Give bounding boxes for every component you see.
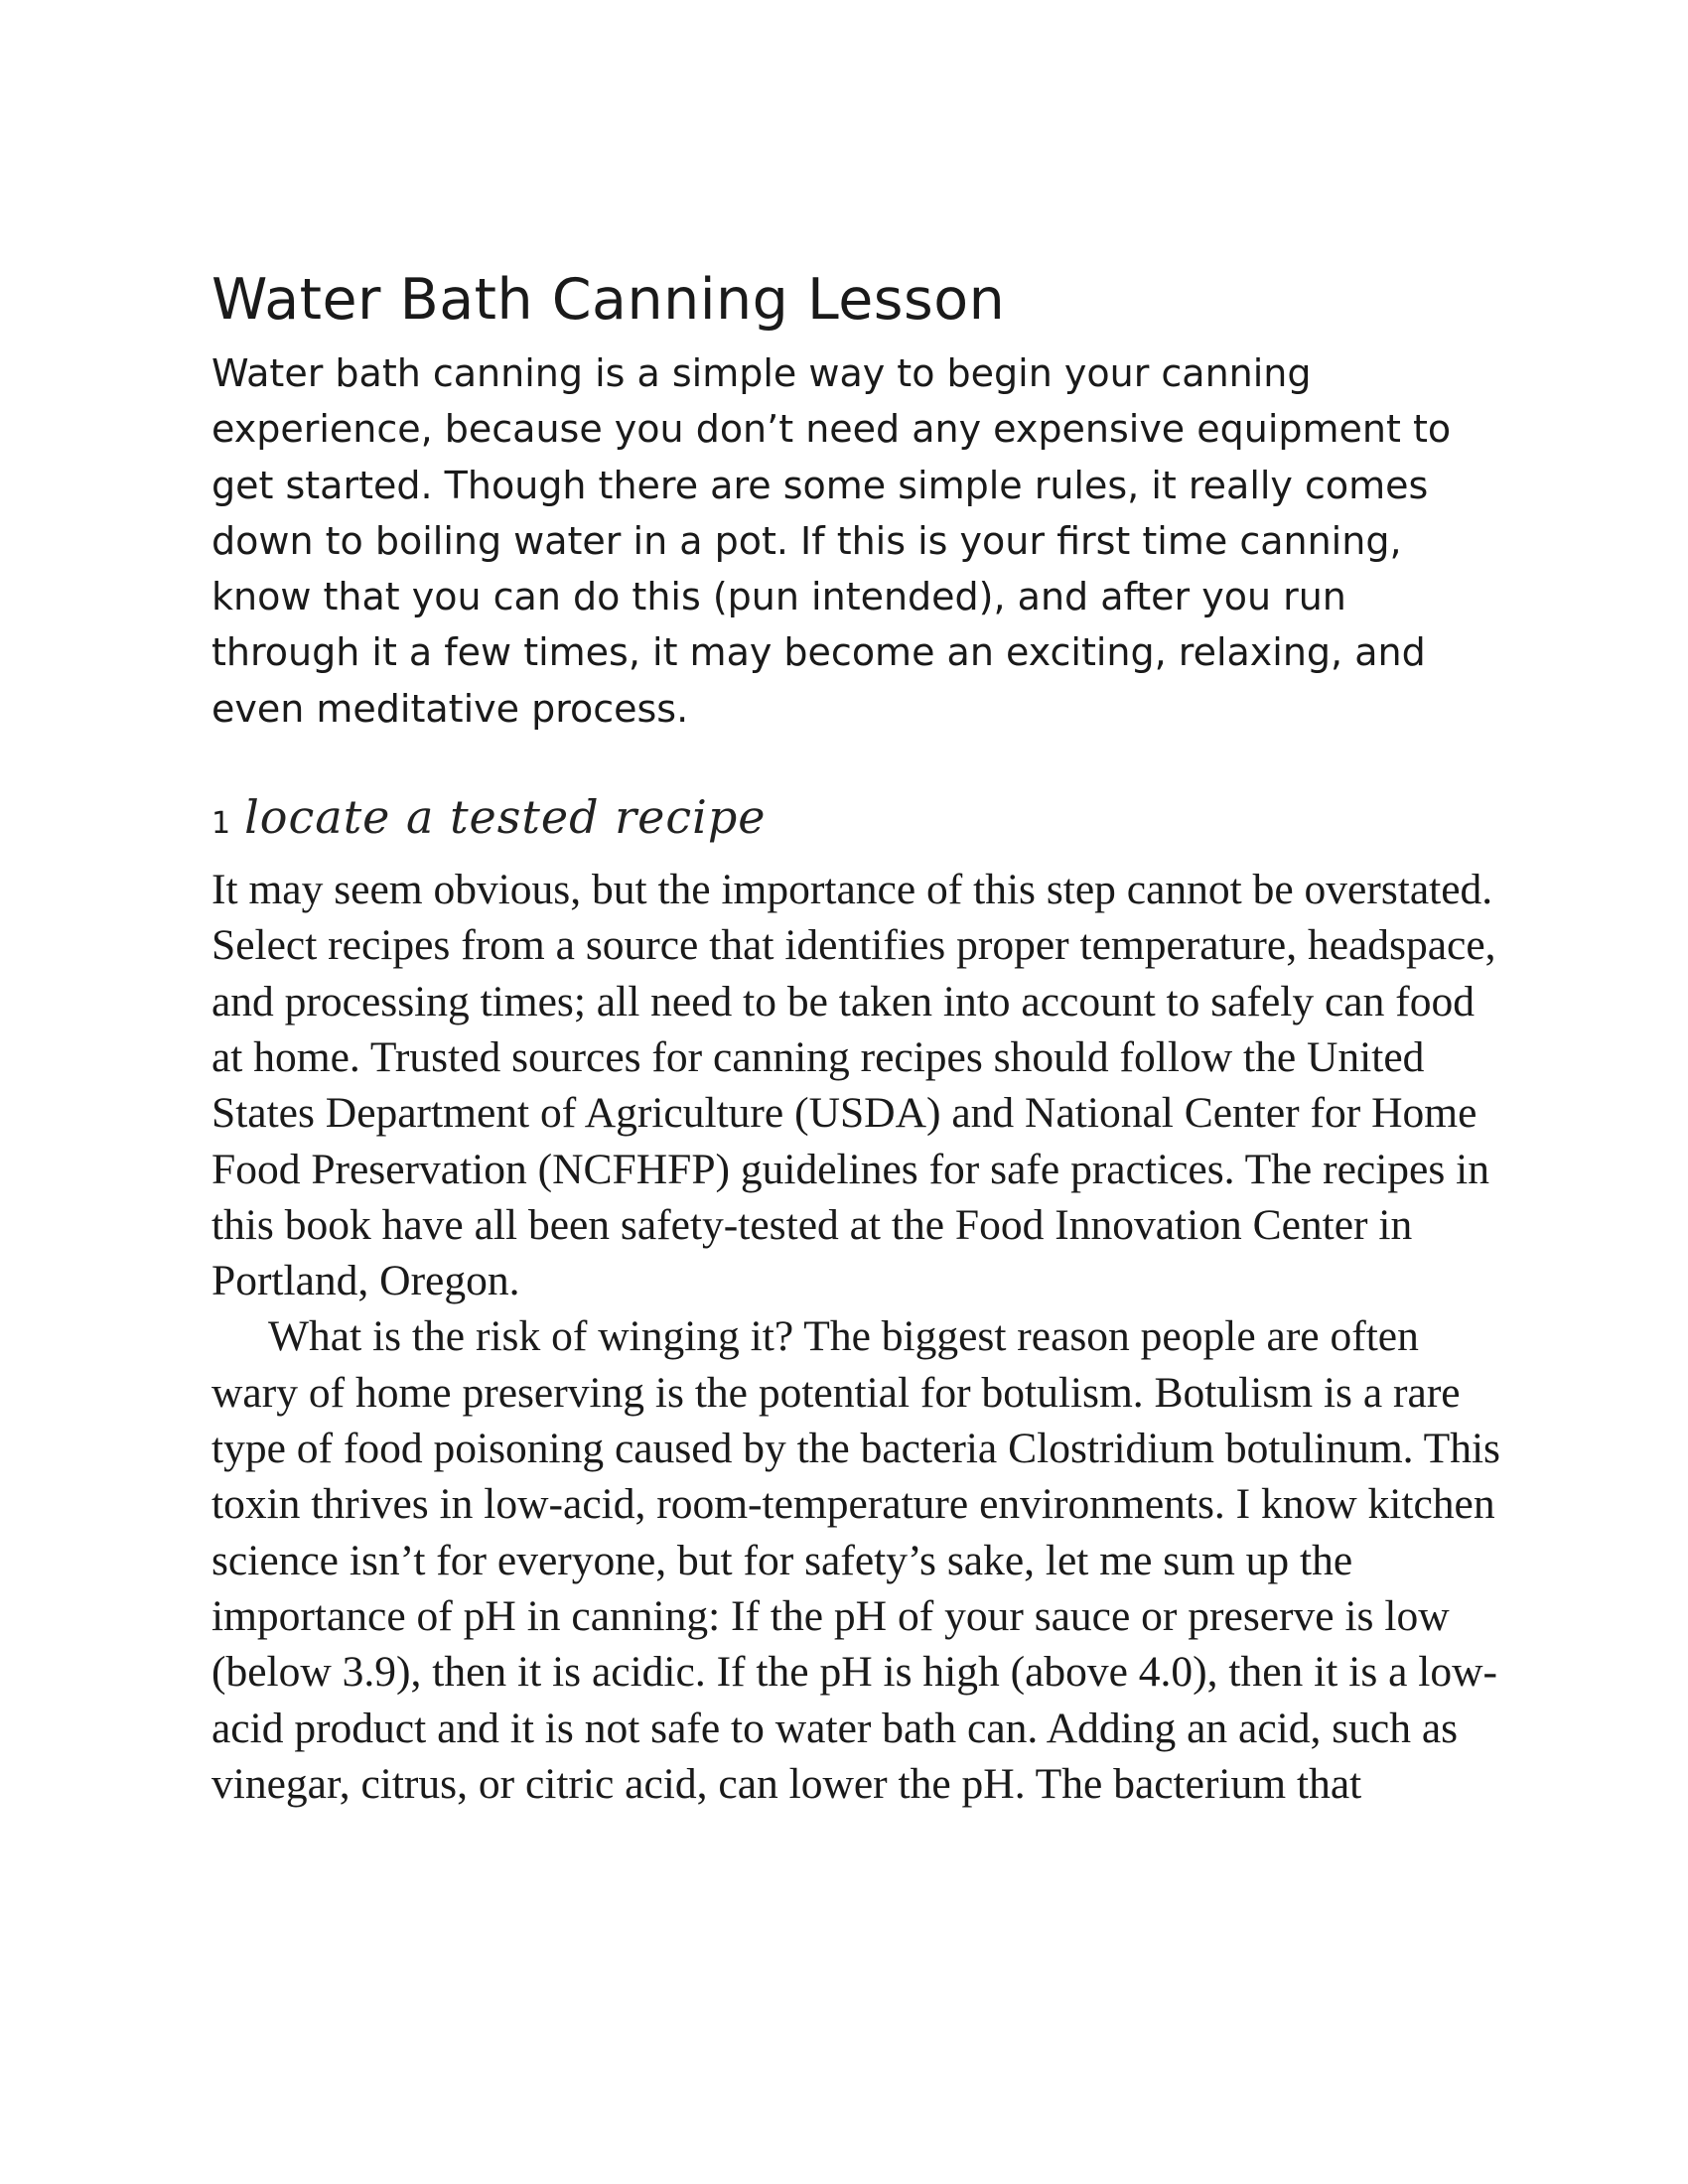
intro-paragraph: Water bath canning is a simple way to begin your canning experience, because you don’t need any expensive equipment to get started. Though there are some simple rules, it really comes down to boiling water in a pot. If this is your first time canning, know that you can do this (pun intended), and after you run through it a few times, it may become an exciting, relaxing, and even meditative process.: [211, 351, 1452, 731]
step-heading: [211, 790, 1502, 856]
step-title: locate a tested recipe: [244, 790, 767, 845]
section-title: Water Bath Canning Lesson: [211, 267, 1006, 333]
body-paragraph-2: What is the risk of winging it? The biggest reason people are often wary of home preserving is the potential for botulism. Botulism is a rare type of food poisoning caused by the bacteria Clostridium botulinum. This toxin thrives in low-acid, room-temperature environments. I know kitchen science isn’t for everyone, but for safety’s sake, let me sum up the importance of pH in canning: If the pH of your sauce or preserve is low (below 3.9), then it is acidic. If the pH is high (above 4.0), then it is a low-acid product and it is not safe to water bath can. Adding an acid, such as vinegar, citrus, or citric acid, can lower the pH. The bacterium that: [211, 1312, 1500, 1808]
page-content: [211, 260, 1502, 1812]
step-number: 1: [211, 806, 231, 842]
body-paragraph-1: It may seem obvious, but the importance of this step cannot be overstated. Select recipes from a source that identifies proper temperature, headspace, and processing times; all need to be taken into account to safely can food at home. Trusted sources for canning recipes should follow the United States Department of Agriculture (USDA) and National Center for Home Food Preservation (NCFHFP) guidelines for safe practices. The recipes in this book have all been safety-tested at the Food Innovation Center in Portland, Oregon.: [211, 866, 1496, 1305]
